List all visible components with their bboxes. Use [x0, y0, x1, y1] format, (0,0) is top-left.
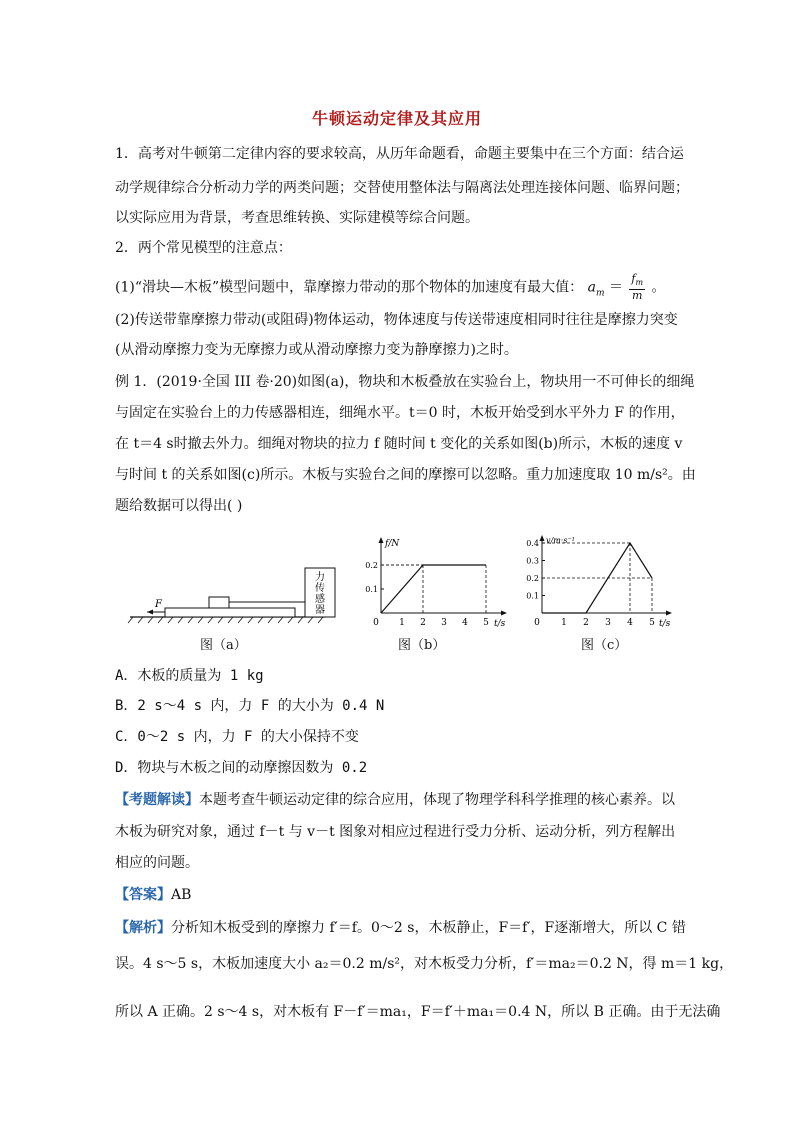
- solution-label: 【解析】: [115, 920, 171, 936]
- chart-c-xtick-label: 0: [534, 618, 540, 628]
- figure-a-apparatus: [125, 534, 345, 629]
- chart-c-ytick-label: 0.3: [526, 556, 539, 566]
- answer-line: [115, 885, 685, 905]
- formula-num: f: [631, 272, 636, 285]
- example-line3: 在 t＝4 s时撤去外力。细绳对物块的拉力 f 随时间 t 变化的关系如图(b)所示，木板的速度 v: [115, 436, 683, 452]
- chart-b-xlabel: t/s: [494, 619, 506, 629]
- analysis-text1: 本题考查牛顿运动定律的综合应用，体现了物理学科科学推理的核心素养。以: [199, 792, 675, 808]
- example-line4: 与时间 t 的关系如图(c)所示。木板与实验台之间的摩擦可以忽略。重力加速度取 10 m/s²。由: [115, 467, 696, 483]
- sensor-label-4: 器: [315, 605, 325, 616]
- intro-p3: (1)“滑块—木板”模型问题中，靠摩擦力带动的那个物体的加速度有最大值： $a_m$ ＝ $\frac{f_m}{m}$ 。: [115, 272, 666, 303]
- chart-b-ylabel: f/N: [385, 539, 400, 549]
- chart-c-xtick-label: 2: [583, 618, 589, 628]
- figure-row: [115, 534, 685, 654]
- intro-p1-line1: 1．高考对牛顿第二定律内容的要求较高，从历年命题看，命题主要集中在三个方面：结合运: [115, 146, 684, 162]
- chart-b-xtick-label: 0: [373, 618, 379, 628]
- formula-num-sub: m: [635, 278, 644, 288]
- chart-b-ytick-label: 0.1: [365, 585, 378, 594]
- formula-lhs: a: [587, 279, 596, 296]
- solution-line2: 误。4 s～5 s，木板加速度大小 a₂＝0.2 m/s²，对木板受力分析，f′＝ma₂＝0.2 N，得 m＝1 kg，: [115, 956, 734, 972]
- chart-b-xtick-label: 1: [399, 618, 405, 628]
- intro-p1-line2: 动学规律综合分析动力学的两类问题；交替使用整体法与隔离法处理连接体问题、临界问题；: [115, 180, 689, 196]
- sensor-label-3: 感: [315, 594, 325, 605]
- chart-c-xtick-label: 4: [627, 618, 633, 628]
- force-arrowhead: [147, 610, 153, 615]
- board: [165, 608, 295, 617]
- figure-b-chart: [363, 534, 513, 629]
- block: [209, 597, 229, 608]
- chart-b-y-arrow: [379, 537, 384, 543]
- sensor-label-2: 传: [315, 583, 325, 594]
- chart-b-ytick-label: 0.2: [365, 561, 378, 570]
- formula-lhs-sub: m: [595, 288, 605, 299]
- page-title: 牛顿运动定律及其应用: [311, 109, 482, 128]
- chart-c-x-arrow: [666, 611, 672, 616]
- figure-a-caption: 图（a）: [200, 638, 247, 653]
- chart-c-xtick-label: 3: [605, 618, 611, 628]
- intro-p4-line2: (从滑动摩擦力变为无摩擦力或从滑动摩擦力变为静摩擦力)之时。: [115, 342, 518, 358]
- chart-b-xtick-label: 3: [441, 618, 447, 628]
- figure-b-caption: 图（b）: [398, 638, 446, 653]
- chart-b-series-line: [381, 565, 486, 613]
- chart-c-ytick-label: 0.4: [526, 539, 539, 548]
- formula-fraction: [629, 273, 645, 302]
- chart-c-xtick-label: 1: [561, 618, 567, 628]
- example-line2: 与固定在实验台上的力传感器相连，细绳水平。t＝0 时，木板开始受到水平外力 F 的作用，: [115, 405, 685, 421]
- answer-value: AB: [171, 887, 192, 903]
- answer-label: 【答案】: [115, 887, 171, 903]
- formula-end: 。: [651, 279, 666, 296]
- sensor-label-1: 力: [315, 572, 325, 583]
- figure-c-chart: [520, 534, 680, 629]
- analysis-label: 【考题解读】: [115, 792, 199, 808]
- example-line5: 题给数据可以得出( ): [115, 498, 243, 514]
- intro-p1-line3: 以实际应用为背景，考查思维转换、实际建模等综合问题。: [115, 210, 479, 226]
- chart-b-xtick-label: 4: [462, 618, 468, 628]
- chart-c-ytick-label: 0.2: [526, 574, 539, 583]
- example-line1: 例 1．(2019·全国 III 卷·20)如图(a)，物块和木板叠放在实验台上，物块用一不可伸长的细绳: [115, 374, 695, 390]
- intro-p2: 2．两个常见模型的注意点：: [115, 240, 292, 256]
- force-label: F: [155, 599, 162, 610]
- intro-p4-line1: (2)传送带靠摩擦力带动(或阻碍)物体运动，物体速度与传送带速度相同时往往是摩擦力突变: [115, 312, 678, 328]
- option-c: C．0～2 s 内，力 F 的大小保持不变: [115, 729, 359, 745]
- solution-text1: 分析知木板受到的摩擦力 f′＝f。0～2 s，木板静止，F＝f′，F逐渐增大，所以 C 错: [171, 920, 686, 936]
- option-d: D．物块与木板之间的动摩擦因数为 0.2: [115, 760, 368, 776]
- intro-p3-text: (1)“滑块—木板”模型问题中，靠摩擦力带动的那个物体的加速度有最大值：: [115, 279, 584, 296]
- chart-c-xlabel: t/s: [659, 619, 671, 629]
- formula-den: m: [632, 289, 643, 303]
- analysis-line3: 相应的问题。: [115, 855, 199, 871]
- chart-c-ytick-label: 0.1: [526, 591, 539, 601]
- analysis-line2: 木板为研究对象，通过 f－t 与 v－t 图象对相应过程进行受力分析、运动分析，列方程解出: [115, 824, 676, 840]
- figure-c-caption: 图（c）: [581, 638, 628, 653]
- analysis-line1: [115, 790, 685, 810]
- chart-b-x-arrow: [501, 611, 507, 616]
- solution-line1: [115, 918, 685, 938]
- option-b: B．2 s～4 s 内，力 F 的大小为 0.4 N: [115, 698, 385, 714]
- chart-b-xtick-label: 5: [483, 618, 489, 628]
- chart-c-y-arrow: [540, 535, 545, 541]
- solution-line3: 所以 A 正确。2 s～4 s，对木板有 F－f′＝ma₁，F＝f′＋ma₁＝0.4 N，所以 B 正确。由于无法确: [115, 1004, 721, 1020]
- chart-c-xtick-label: 5: [649, 618, 655, 628]
- option-a: A．木板的质量为 1 kg: [115, 668, 264, 684]
- chart-c-ylabel: v/m·s⁻¹: [546, 536, 575, 545]
- chart-b-xtick-label: 2: [420, 618, 426, 628]
